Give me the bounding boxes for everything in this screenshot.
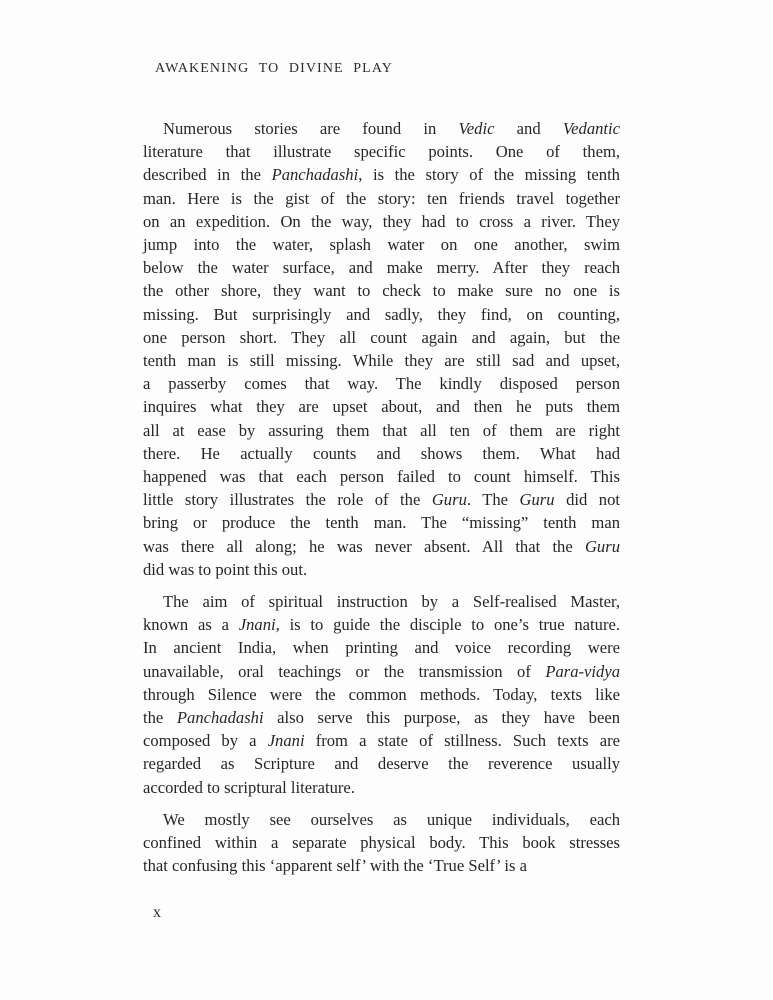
text-line: described in the Panchadashi, is the story of the missing tenth xyxy=(143,165,620,185)
text-line: all at ease by assuring them that all ten of them are right xyxy=(143,420,620,440)
text-line: In ancient India, when printing and voice recording were xyxy=(143,638,620,658)
text-line: accorded to scriptural literature. xyxy=(143,777,355,797)
paragraph xyxy=(143,590,620,799)
text-line: known as a Jnani, is to guide the disciple to one’s true nature. xyxy=(143,615,620,635)
text-line: on an expedition. On the way, they had to cross a river. They xyxy=(143,211,620,231)
text-line: inquires what they are upset about, and then he puts them xyxy=(143,397,620,417)
page-number: x xyxy=(153,904,161,921)
text-line: man. Here is the gist of the story: ten friends travel together xyxy=(143,188,620,208)
text-line: happened was that each person failed to count himself. This xyxy=(143,467,620,487)
body-text xyxy=(143,117,620,878)
text-line: one person short. They all count again and again, but the xyxy=(143,327,620,347)
paragraph xyxy=(143,808,620,878)
text-line: below the water surface, and make merry. After they reach xyxy=(143,258,620,278)
text-line: tenth man is still missing. While they are still sad and upset, xyxy=(143,351,620,371)
text-line: missing. But surprisingly and sadly, they find, on counting, xyxy=(143,304,620,324)
text-line: through Silence were the common methods. Today, texts like xyxy=(143,684,620,704)
text-line: the Panchadashi also serve this purpose, as they have been xyxy=(143,708,620,728)
text-line: that confusing this ‘apparent self’ with the ‘True Self’ is a xyxy=(143,856,528,876)
text-line: did was to point this out. xyxy=(143,559,308,579)
text-line: Numerous stories are found in Vedic and Vedantic xyxy=(163,119,620,138)
text-line: there. He actually counts and shows them. What had xyxy=(143,443,620,463)
text-line: literature that illustrate specific points. One of them, xyxy=(143,142,620,162)
text-line: unavailable, oral teachings or the transmission of Para-vidya xyxy=(143,661,620,681)
text-line: bring or produce the tenth man. The “missing” tenth man xyxy=(143,513,620,533)
text-line: confined within a separate physical body. This book stresses xyxy=(143,833,620,853)
text-line: jump into the water, splash water on one another, swim xyxy=(143,235,620,255)
text-line: The aim of spiritual instruction by a Self-realised Master, xyxy=(163,592,620,612)
paragraph xyxy=(143,117,620,581)
text-line: composed by a Jnani from a state of stillness. Such texts are xyxy=(143,731,620,751)
text-line: a passerby comes that way. The kindly disposed person xyxy=(143,374,620,394)
running-header: AWAKENING TO DIVINE PLAY xyxy=(155,61,393,76)
text-line: We mostly see ourselves as unique individuals, each xyxy=(163,809,620,829)
text-line: little story illustrates the role of the Guru. The Guru did not xyxy=(143,490,620,510)
text-line: the other shore, they want to check to make sure no one is xyxy=(143,281,620,301)
text-line: regarded as Scripture and deserve the reverence usually xyxy=(143,754,620,774)
text-line: was there all along; he was never absent. All that the Guru xyxy=(143,536,620,556)
